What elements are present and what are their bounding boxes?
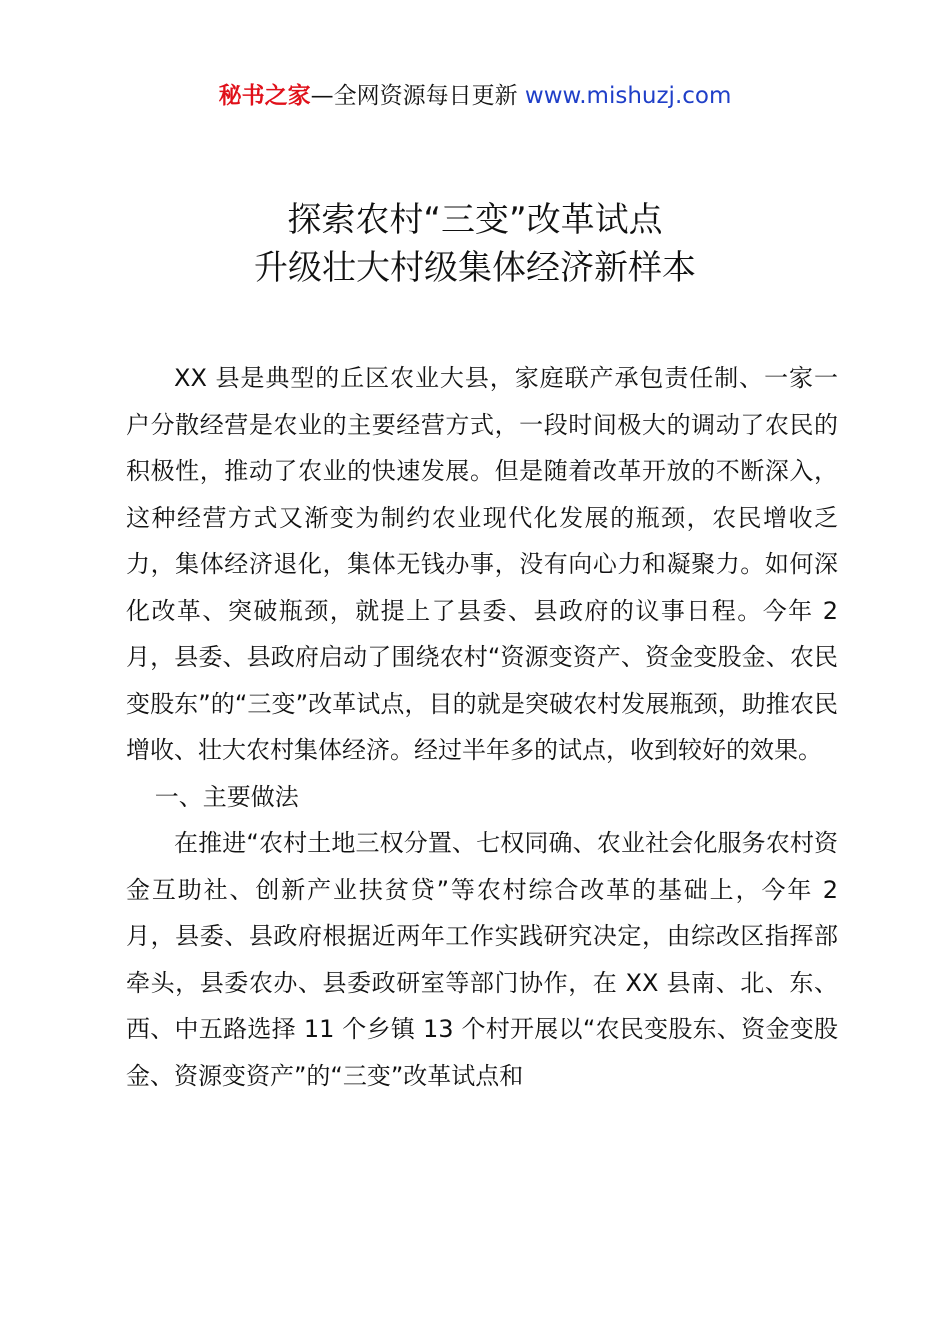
title-line-2: 升级壮大村级集体经济新样本 [254, 248, 696, 288]
site-header [0, 80, 950, 112]
document-body [126, 355, 838, 1099]
section-heading-1: 一、主要做法 [154, 782, 299, 811]
document-title [0, 196, 950, 292]
site-brand: 秘书之家 [218, 83, 311, 109]
title-line-1: 探索农村“三变”改革试点 [287, 200, 663, 240]
site-tagline: —全网资源每日更新 [310, 83, 525, 109]
site-url[interactable]: www.mishuzj.com [524, 83, 732, 109]
body-paragraph-2: 在推进“农村土地三权分置、七权同确、农业社会化服务农村资金互助社、创新产业扶贫贷”等农村综合改革的基础上，今年 2 月，县委、县政府根据近两年工作实践研究决定，由综改区指挥部牵头，县委农办、县委政研室等部门协作，在 XX 县南、北、东、西、中五路选择 11 个乡镇 13 个村开展以“农民变股东、资金变股金、资源变资产”的“三变”改革试点和 [126, 829, 838, 1090]
body-paragraph-1: XX 县是典型的丘区农业大县，家庭联产承包责任制、一家一户分散经营是农业的主要经营方式，一段时间极大的调动了农民的积极性，推动了农业的快速发展。但是随着改革开放的不断深入，这种经营方式又渐变为制约农业现代化发展的瓶颈，农民增收乏力，集体经济退化，集体无钱办事，没有向心力和凝聚力。如何深化改革、突破瓶颈，就提上了县委、县政府的议事日程。今年 2 月，县委、县政府启动了围绕农村“资源变资产、资金变股金、农民变股东”的“三变”改革试点，目的就是突破农村发展瓶颈，助推农民增收、壮大农村集体经济。经过半年多的试点，收到较好的效果。 [126, 364, 838, 764]
